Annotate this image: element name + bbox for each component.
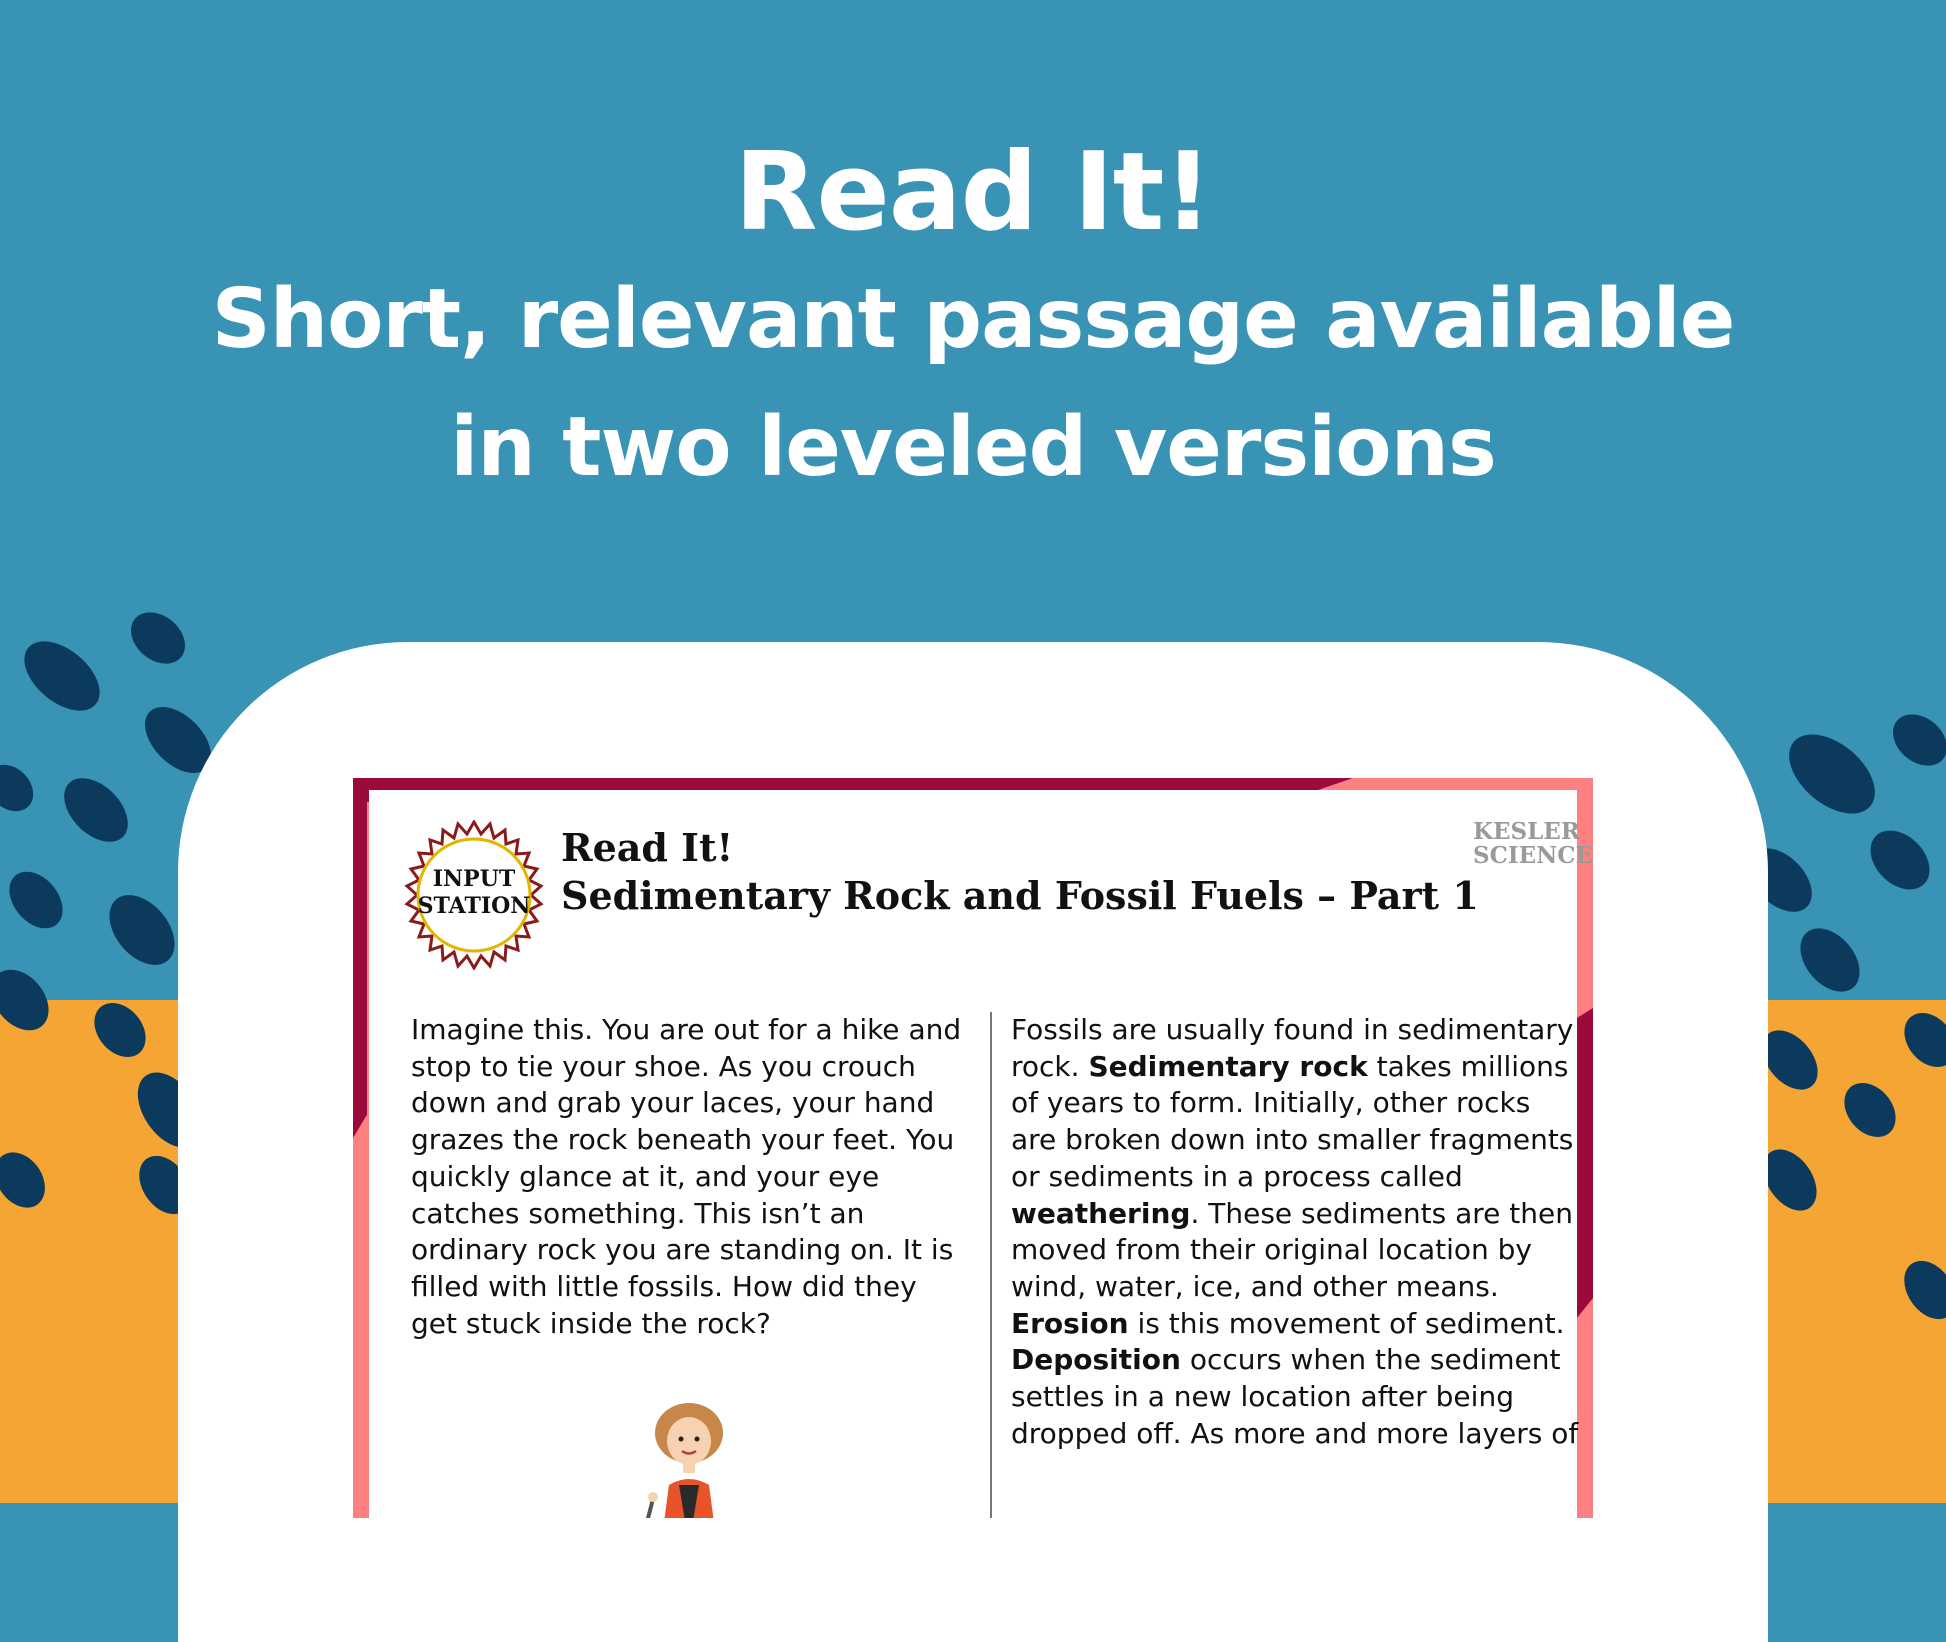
badge-line1: INPUT — [432, 866, 516, 892]
right-paragraph — [1011, 1012, 1581, 1452]
document-preview — [353, 778, 1593, 1518]
document-title — [561, 824, 1479, 920]
left-paragraph: Imagine this. You are out for a hike and stop to tie your shoe. As you crouch down and grab your laces, your hand grazes the rock beneath your feet. You quickly glance at it, and your eye catches something. This isn’t an ordinary rock you are standing on. It is filled with little fossils. How did they get stuck inside the rock? — [411, 1013, 962, 1340]
badge-label — [399, 866, 549, 920]
term-deposition: Deposition — [1011, 1343, 1181, 1377]
hiker-illustration-icon — [619, 1395, 759, 1518]
document-page — [369, 790, 1593, 1518]
text-run: takes millions of years to form. Initially, other rocks are broken down into smaller fragments or sediments in a process called — [1011, 1049, 1574, 1193]
term-weathering: weathering — [1011, 1196, 1191, 1230]
headline-title: Read It! — [734, 130, 1212, 255]
headline-subtitle-line2: in two leveled versions — [450, 400, 1496, 495]
kesler-science-logo — [1473, 818, 1593, 869]
badge-line2: STATION — [417, 893, 531, 919]
headline-subtitle-line1: Short, relevant passage available — [211, 272, 1735, 367]
term-erosion: Erosion — [1011, 1306, 1129, 1340]
document-title-line1: Read It! — [561, 825, 734, 870]
headline — [0, 130, 1946, 512]
document-title-line2: Sedimentary Rock and Fossil Fuels – Part 1 — [561, 873, 1479, 918]
text-run: occurs when the sediment settles in a new location after being dropped off. As more and more layers of — [1011, 1343, 1579, 1450]
term-sedimentary-rock: Sedimentary rock — [1088, 1049, 1368, 1083]
logo-line1: KESLER — [1473, 818, 1580, 845]
text-run: Fossils are usually found in sedimentary rock. — [1011, 1013, 1574, 1083]
logo-line2: SCIENCE — [1473, 842, 1593, 869]
text-run: . These sediments are then moved from their original location by wind, water, ice, and other means. — [1011, 1196, 1574, 1303]
column-divider — [990, 1012, 992, 1518]
text-run: is this movement of sediment. — [1128, 1306, 1565, 1340]
